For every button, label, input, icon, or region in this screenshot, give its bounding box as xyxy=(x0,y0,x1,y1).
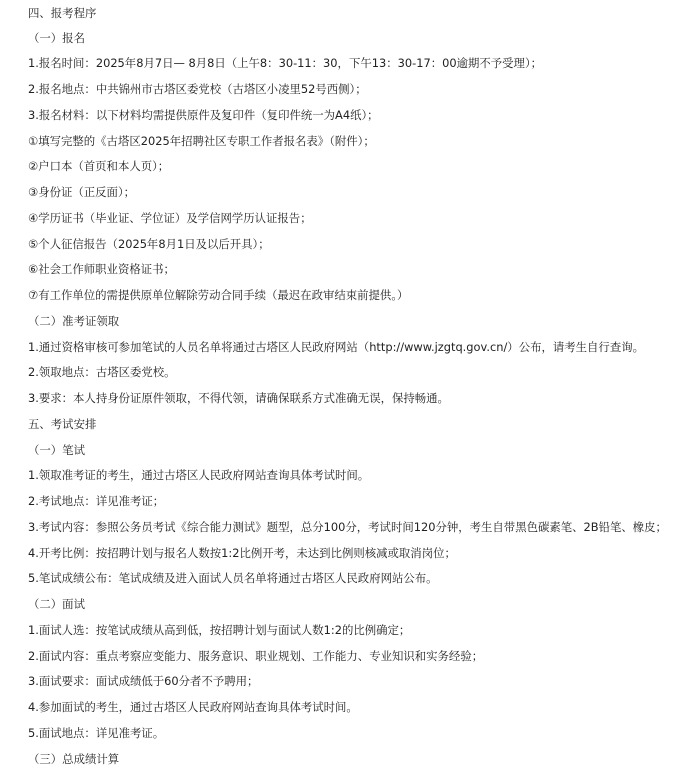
list-item: ④学历证书（毕业证、学位证）及学信网学历认证报告； xyxy=(28,211,312,225)
subsection-heading-registration: （一）报名 xyxy=(28,31,85,45)
paragraph: 1.报名时间：2025年8月7日— 8月8日（上午8：30-11：30，下午13：30-17：00逾期不予受理）； xyxy=(28,56,543,70)
paragraph: 2.领取地点：古塔区委党校。 xyxy=(28,365,176,379)
paragraph: 5.笔试成绩公布：笔试成绩及进入面试人员名单将通过古塔区人民政府网站公布。 xyxy=(28,571,438,585)
paragraph: 3.考试内容：参照公务员考试《综合能力测试》题型，总分100分，考试时间120分钟，考生自带黑色碳素笔、2B铅笔、橡皮； xyxy=(28,520,667,534)
list-item: ⑥社会工作师职业资格证书； xyxy=(28,262,175,276)
paragraph: 2.报名地点：中共锦州市古塔区委党校（古塔区小凌里52号西侧）； xyxy=(28,82,367,96)
paragraph: 3.要求：本人持身份证原件领取，不得代领，请确保联系方式准确无误，保持畅通。 xyxy=(28,391,449,405)
list-item: ③身份证（正反面）； xyxy=(28,185,136,199)
paragraph: 1.领取准考证的考生，通过古塔区人民政府网站查询具体考试时间。 xyxy=(28,468,370,482)
list-item: ②户口本（首页和本人页）； xyxy=(28,159,170,173)
section-heading-exam-procedure: 四、报考程序 xyxy=(28,6,97,20)
paragraph: 5.面试地点：详见准考证。 xyxy=(28,726,165,740)
subsection-heading-interview: （二）面试 xyxy=(28,597,85,611)
paragraph: 1.通过资格审核可参加笔试的人员名单将通过古塔区人民政府网站（http://www.jzgtq.gov.cn/）公布，请考生自行查询。 xyxy=(28,340,644,354)
section-heading-exam-arrangement: 五、考试安排 xyxy=(28,417,97,431)
paragraph: 3.面试要求：面试成绩低于60分者不予聘用； xyxy=(28,674,259,688)
list-item: ⑤个人征信报告（2025年8月1日及以后开具）； xyxy=(28,237,270,251)
paragraph: 4.参加面试的考生，通过古塔区人民政府网站查询具体考试时间。 xyxy=(28,700,358,714)
list-item: ①填写完整的《古塔区2025年招聘社区专职工作者报名表》（附件）； xyxy=(28,134,375,148)
subsection-heading-total-score: （三）总成绩计算 xyxy=(28,752,120,766)
paragraph: 2.面试内容：重点考察应变能力、服务意识、职业规划、工作能力、专业知识和实务经验； xyxy=(28,649,484,663)
paragraph: 4.开考比例：按招聘计划与报名人数按1:2比例开考，未达到比例则核减或取消岗位； xyxy=(28,546,456,560)
subsection-heading-written-exam: （一）笔试 xyxy=(28,443,85,457)
list-item: ⑦有工作单位的需提供原单位解除劳动合同手续（最迟在政审结束前提供。） xyxy=(28,288,409,302)
paragraph: 2.考试地点：详见准考证； xyxy=(28,494,165,508)
paragraph: 3.报名材料：以下材料均需提供原件及复印件（复印件统一为A4纸）； xyxy=(28,108,379,122)
paragraph: 1.面试人选：按笔试成绩从高到低，按招聘计划与面试人数1:2的比例确定； xyxy=(28,623,411,637)
subsection-heading-admission-ticket: （二）准考证领取 xyxy=(28,314,120,328)
